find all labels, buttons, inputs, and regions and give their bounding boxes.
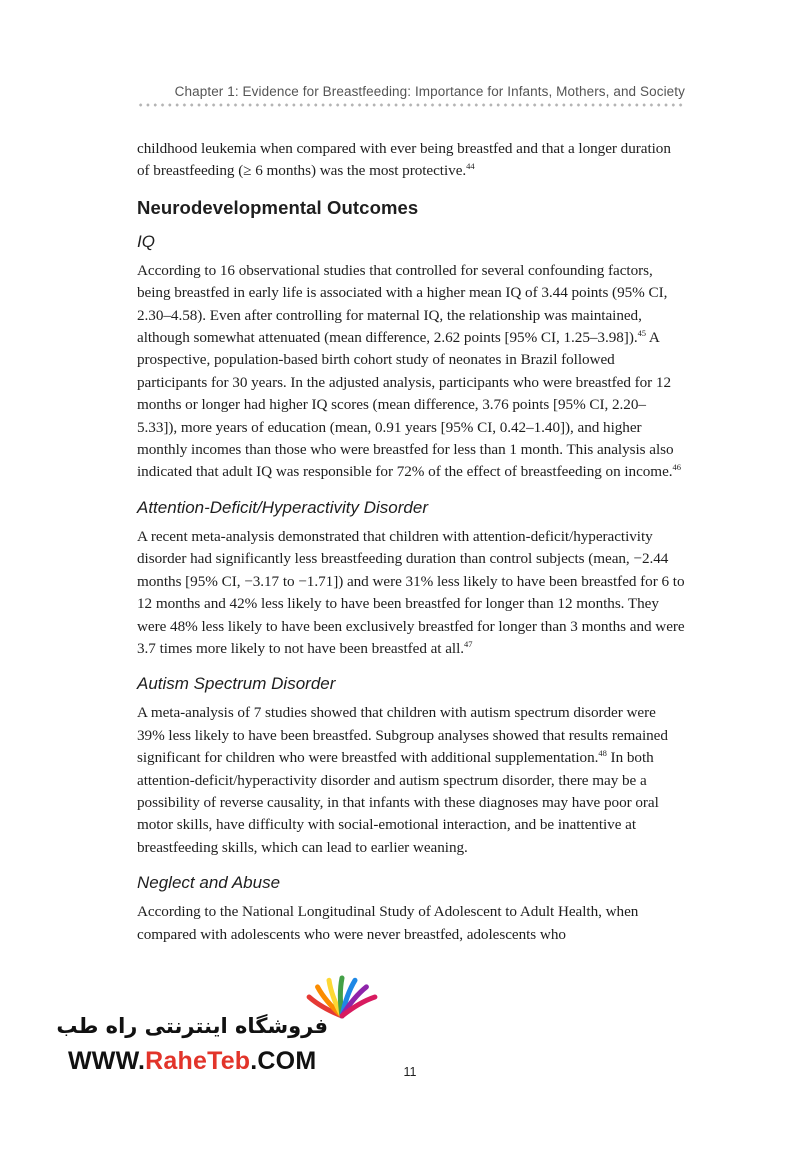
autism-paragraph (137, 702, 685, 859)
iq-text-part2: A prospective, population-based birth cohort study of neonates in Brazil followed participants for 30 years. In the adjusted analysis, participants who were breastfed for 12 months or longer had higher IQ scores (mean difference, 3.76 points [95% CI, 2.20–5.33]), more years of education (mean, 0.91 years [95% CI, 0.42–1.40]), and higher monthly incomes than those who were breastfed for less than 1 month. This analysis also indicated that adult IQ was responsible for 72% of the effect of breastfeeding on income. (137, 329, 674, 481)
iq-paragraph (137, 260, 685, 484)
running-header: Chapter 1: Evidence for Breastfeeding: Importance for Infants, Mothers, and Society (174, 84, 685, 99)
page-number: 11 (403, 1065, 417, 1079)
reference-marker: 46 (672, 462, 681, 473)
subheading-iq: IQ (137, 231, 155, 251)
adhd-text: A recent meta-analysis demonstrated that children with attention-deficit/hyperactivity disorder had significantly less breastfeeding duration than control subjects (mean, −2.44 months [95% CI, −3.17 to −1.71]) and were 31% less likely to have been breastfed for 6 to 12 months and 42% less likely to have been breastfed for longer than 12 months. They were 48% less likely to have been exclusively breastfed for longer than 3 months and were 3.7 times more likely to not have been breastfed at all. (137, 527, 685, 657)
dotted-divider (137, 103, 685, 107)
reference-marker: 45 (637, 328, 646, 339)
section-heading: Neurodevelopmental Outcomes (137, 196, 419, 218)
url-brand: RaheTeb (145, 1047, 251, 1075)
neglect-paragraph (137, 901, 685, 946)
reference-marker: 47 (464, 638, 473, 649)
reference-marker: 48 (598, 748, 607, 759)
intro-paragraph (137, 138, 685, 183)
url-suffix: .COM (250, 1047, 317, 1075)
page-body (137, 138, 685, 960)
subheading-adhd: Attention-Deficit/Hyperactivity Disorder (137, 497, 428, 517)
intro-text: childhood leukemia when compared with ever being breastfed and that a longer duration of breastfeeding (≥ 6 months) was the most protective. (137, 140, 671, 180)
watermark-logo (56, 968, 336, 1083)
adhd-paragraph (137, 526, 685, 660)
reference-marker: 44 (466, 161, 475, 172)
autism-text-part2: In both attention-deficit/hyperactivity disorder and autism spectrum disorder, there may be a possibility of reverse causality, in that infants with these diagnoses may have poor oral motor skills, have difficulty with social-emotional interaction, and be inattentive at breastfeeding skills, which can lead to earlier weaning. (137, 749, 659, 856)
iq-text-part1: According to 16 observational studies that controlled for several confounding factors, being breastfed in early life is associated with a higher mean IQ of 3.44 points (95% CI, 2.30–4.58). Even after controlling for maternal IQ, the relationship was maintained, although somewhat attenuated (mean difference, 2.62 points [95% CI, 1.25–3.98]). (137, 261, 668, 347)
url-prefix: WWW. (68, 1047, 146, 1075)
watermark-url (68, 1047, 316, 1076)
neglect-text: According to the National Longitudinal Study of Adolescent to Adult Health, when compared with adolescents who were never breastfed, adolescents who (137, 903, 639, 943)
book-fan-icon (302, 968, 382, 1020)
subheading-neglect: Neglect and Abuse (137, 873, 281, 893)
watermark-persian-text: فروشگاه اینترنتی راه طب (56, 1014, 328, 1038)
autism-text-part1: A meta-analysis of 7 studies showed that children with autism spectrum disorder were 39% less likely to have been breastfed. Subgroup analyses showed that results remained significant for children who were breastfed with additional supplementation. (137, 704, 668, 767)
subheading-autism: Autism Spectrum Disorder (137, 674, 336, 694)
